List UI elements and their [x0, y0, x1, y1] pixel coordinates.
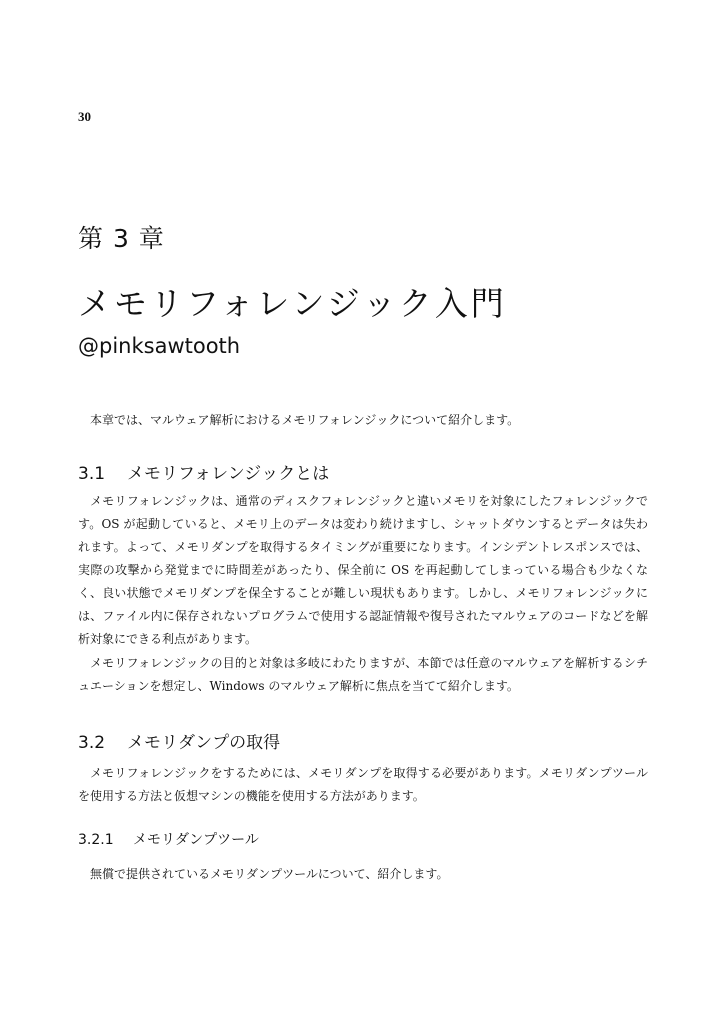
section-paragraph: メモリフォレンジックは、通常のディスクフォレンジックと違いメモリを対象にしたフォレンジックです。OS が起動していると、メモリ上のデータは変わり続けますし、シャットダウンするとデータは失われます。よって、メモリダンプを取得するタイミングが重要になります。インシデントレスポンスでは、実際の攻撃から発覚までに時間差があったり、保全前に OS を再起動してしまっている場合も少なくなく、良い状態でメモリダンプを保全することが難しい現状もあります。しかし、メモリフォレンジックには、ファイル内に保存されないプログラムで使用する認証情報や復号されたマルウェアのコードなどを解析対象にできる利点があります。 — [78, 494, 648, 646]
chapter-title: メモリフォレンジック入門 — [78, 284, 507, 323]
section-number: 3.1 — [78, 464, 106, 484]
section-paragraph: メモリフォレンジックの目的と対象は多岐にわたりますが、本節では任意のマルウェアを解析するシチュエーションを想定し、Windows のマルウェア解析に焦点を当てて紹介します。 — [78, 656, 648, 693]
section-number: 3.2 — [78, 733, 106, 753]
section-paragraph: 無償で提供されているメモリダンプツールについて、紹介します。 — [90, 867, 449, 881]
subsection-heading-3-2-1 — [78, 829, 259, 849]
section-paragraph: メモリフォレンジックをするためには、メモリダンプを取得する必要があります。メモリダンプツールを使用する方法と仮想マシンの機能を使用する方法があります。 — [78, 766, 648, 803]
section-title: メモリダンプの取得 — [127, 733, 281, 753]
section-title: メモリフォレンジックとは — [127, 464, 330, 484]
section-number: 3.2.1 — [78, 832, 114, 848]
author: @pinksawtooth — [78, 334, 241, 358]
page-number: 30 — [78, 109, 91, 124]
chapter-label: 第 3 章 — [78, 224, 165, 253]
intro-paragraph: 本章では、マルウェア解析におけるメモリフォレンジックについて紹介します。 — [90, 413, 520, 427]
section-heading-3-1 — [78, 459, 329, 484]
section-title: メモリダンプツール — [133, 832, 259, 848]
section-heading-3-2 — [78, 728, 280, 753]
